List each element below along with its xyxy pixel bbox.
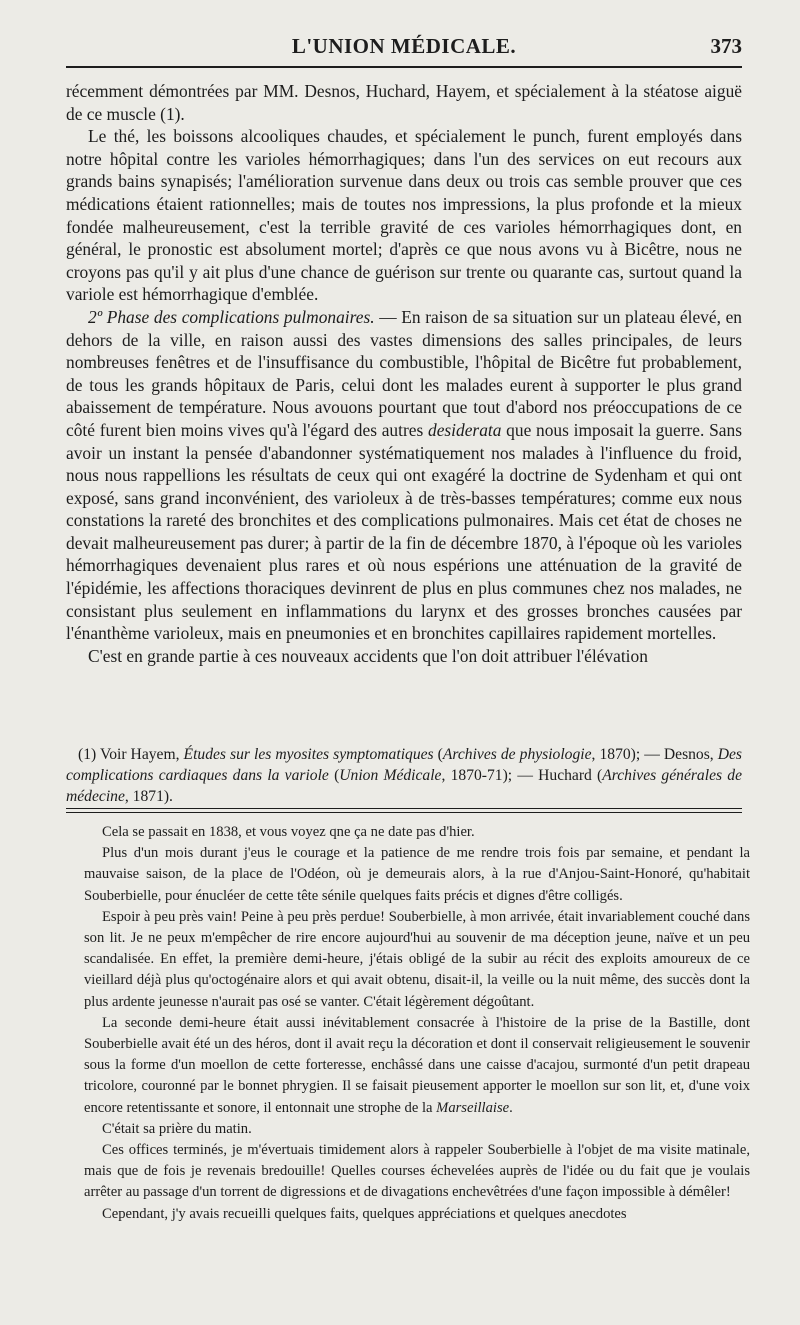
footnote-text: ( bbox=[433, 746, 443, 763]
page-number: 373 bbox=[710, 34, 742, 58]
latin-term: desiderata bbox=[428, 419, 502, 440]
journal-title: L'UNION MÉDICALE. bbox=[291, 34, 517, 58]
paragraph-1: récemment démontrées par MM. Desnos, Huchard, Hayem, et spécialement à la stéatose aiguë de ce muscle (1). bbox=[66, 81, 742, 124]
feuilleton-paragraph-5: C'était sa prière du matin. bbox=[102, 1120, 252, 1137]
feuilleton-separator bbox=[66, 808, 742, 813]
feuilleton-paragraph-7: Cependant, j'y avais recueilli quelques faits, quelques appréciations et quelques anecdotes bbox=[102, 1205, 627, 1222]
footnote-text: ( bbox=[328, 767, 340, 784]
paragraph-4: C'est en grande partie à ces nouveaux accidents que l'on doit attribuer l'élévation bbox=[88, 645, 648, 666]
header-rule bbox=[66, 66, 742, 68]
paragraph-3 bbox=[66, 306, 742, 645]
running-header bbox=[66, 0, 742, 64]
feuilleton-paragraph-3: Espoir à peu près vain! Peine à peu près perdue! Souberbielle, à mon arrivée, était invariablement couché dans son lit. Je ne peux m'empêcher de rire encore aujourd'hui au souvenir de ma déception jeune, naïve et un peu scandalisée. En effet, la première demi-heure, j'étais obligé de la subir au récit des exploits amoureux de ce vieillard déjà plus qu'octogénaire alors et qui avait obtenu, disait-il, la veille ou la nuit même, des succès dont la plus ardente jeunesse n'aurait pas osé se vanter. C'était légèrement dégoûtant. bbox=[84, 908, 750, 1010]
feuilleton-text bbox=[84, 822, 750, 1225]
footnote bbox=[66, 744, 742, 807]
feuilleton-paragraph-6: Ces offices terminés, je m'évertuais timidement alors à rappeler Souberbielle à l'objet de ma visite matinale, mais que de fois je revenais bredouille! Quelles courses échevelées auprès de l'idée ou du fait que je voulais arrêter au passage d'un torrent de digressions et de divagations enchevêtrées d'une façon impossible à démêler! bbox=[84, 1142, 750, 1201]
footnote-ref-1: Études sur les myosites symptomatiques bbox=[183, 746, 434, 763]
song-title: Marseillaise bbox=[436, 1099, 510, 1116]
feuilleton-paragraph-4-text: La seconde demi-heure était aussi inévitablement consacrée à l'histoire de la prise de la Bastille, dont Souberbielle avait été un des héros, dont il avait reçu la décoration et dont il conservait religieusement le souvenir sous la forme d'un moellon de cette forteresse, enchâssé dans une caisse d'acajou, surmonté d'un petit drapeau tricolore, couronné par le bonnet phrygien. Il se faisait pieusement apporter le moellon sur son lit, et, d'une voix encore retentissante et sonore, il entonnait une strophe de la bbox=[84, 1014, 750, 1116]
main-text bbox=[66, 80, 742, 667]
footnote-text: , 1870); — Desnos, bbox=[591, 746, 718, 763]
paragraph-2: Le thé, les boissons alcooliques chaudes, et spécialement le punch, furent employés dans notre hôpital contre les varioles hémorrhagiques; dans l'un des services on eut recours aux grands bains synapisés; l'amélioration survenue dans deux ou trois cas semble prouver que ces médications étaient rationnelles; mais de toutes nos impressions, la plus profonde et la mieux fondée malheureusement, c'est la terrible gravité de ces varioles hémorrhagiques dont, en général, le pronostic est absolument mortel; d'après ce que nous avons vu à Bicêtre, nous ne croyons pas qu'il y ait plus d'une chance de guérison sur trente ou quarante cas, surtout quand la variole est hémorrhagique d'emblée. bbox=[66, 126, 742, 305]
footnote-ref-3: Des complications cardiaques dans la variole bbox=[66, 746, 743, 784]
footnote-1 bbox=[66, 744, 742, 807]
paragraph-3-part-b: que nous imposait la guerre. Sans avoir un instant la pensée d'abandonner systématiquement nos malades à l'influence du froid, nous nous rappellions les résultats de ceux qui ont exagéré la doctrine de Sydenham et qui ont exposé, sans grand inconvénient, des varioleux à de très-basses températures; comme eux nous constations la rareté des bronchites et des complications pulmonaires. Mais cet état de choses ne devait malheureusement pas durer; à partir de la fin de décembre 1870, à l'époque où les varioles hémorrhagiques devenaient plus rares et où nous espérions une atténuation de la gravité de l'épidémie, les affections thoraciques devinrent de plus en plus communes chez nos malades, ne consistant plus seulement en inflammations du larynx et des grosses bronches causées par l'énanthème varioleux, mais en pneumonies et en bronchites capillaires rapidement mortelles. bbox=[66, 419, 742, 644]
footnote-ref-5: Archives générales de médecine bbox=[66, 767, 742, 805]
footnote-marker: (1) Voir Hayem, bbox=[78, 746, 184, 763]
footnote-text: , 1870-71); — Huchard ( bbox=[441, 767, 603, 784]
feuilleton-paragraph-4-end: . bbox=[509, 1099, 513, 1116]
footnote-ref-2: Archives de physiologie bbox=[442, 746, 592, 763]
feuilleton-paragraph-4 bbox=[84, 1013, 750, 1119]
feuilleton-paragraph-1: Cela se passait en 1838, et vous voyez qne ça ne date pas d'hier. bbox=[102, 824, 475, 840]
paragraph-3-part-a: — En raison de sa situation sur un plateau élevé, en dehors de la ville, en raison aussi des vastes dimensions des salles principales, de leurs nombreuses fenêtres et de l'insuffisance du combustible, l'hôpital de Bicêtre fut probablement, de tous les grands hôpitaux de Paris, celui dont les malades eurent à supporter le plus grand abaissement de température. Nous avouons pourtant que tout d'abord nos préoccupations de ce côté furent bien moins vives qu'à l'égard des autres bbox=[66, 306, 742, 440]
footnote-ref-4: Union Médicale bbox=[339, 767, 442, 784]
section-heading: 2º Phase des complications pulmonaires. bbox=[88, 306, 375, 327]
feuilleton-paragraph-2: Plus d'un mois durant j'eus le courage et la patience de me rendre trois fois par semaine, et pendant la mauvaise saison, de la place de l'Odéon, où je demeurais alors, à la rue d'Anjou-Saint-Honoré, qu'habitait Souberbielle, pour énucléer de cette tête sénile quelques faits précis et dignes d'être colligés. bbox=[84, 845, 750, 904]
footnote-text: , 1871). bbox=[124, 788, 173, 805]
